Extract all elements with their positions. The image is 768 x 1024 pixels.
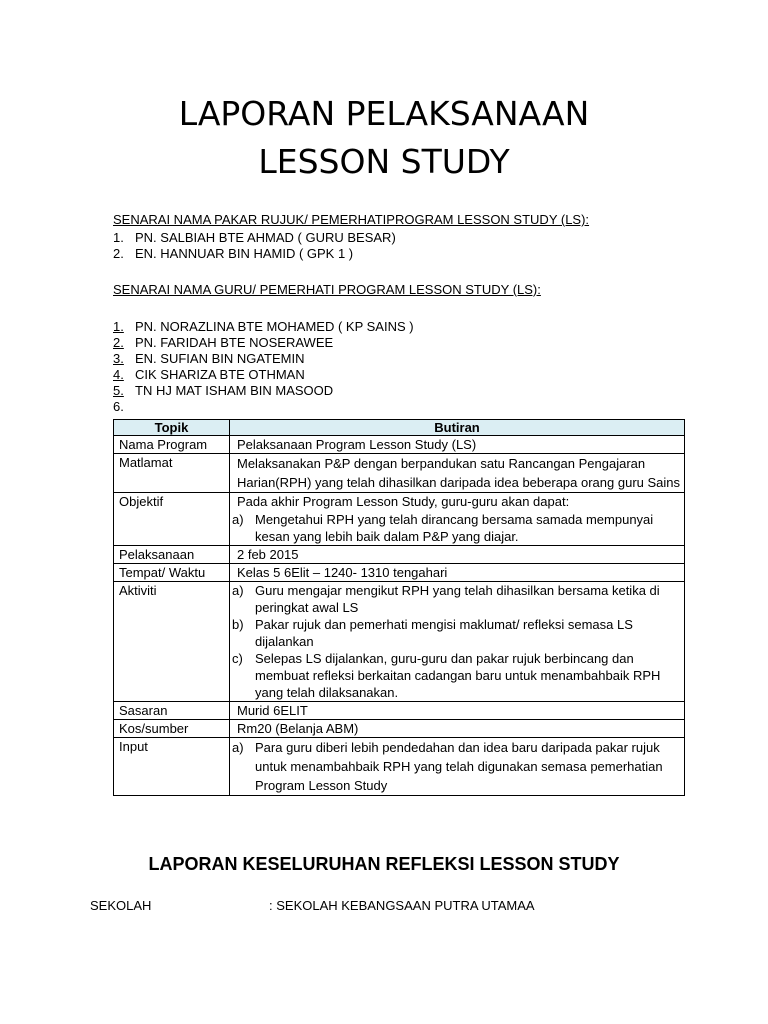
teachers-list-item — [113, 319, 414, 335]
list-number: 2. — [113, 246, 124, 261]
expert-name: PN. SALBIAH BTE AHMAD ( GURU BESAR) — [135, 230, 396, 245]
table-row — [114, 436, 685, 454]
list-marker: a) — [232, 740, 244, 755]
row-value: Murid 6ELIT — [230, 702, 685, 720]
teachers-list-item — [113, 367, 305, 383]
list-number: 1. — [113, 319, 124, 334]
table-header-row — [114, 420, 685, 436]
row-value — [230, 493, 685, 546]
list-number: 3. — [113, 351, 124, 366]
teachers-list-item — [113, 383, 333, 399]
list-item — [232, 582, 684, 616]
list-item — [232, 650, 684, 701]
list-item — [232, 511, 684, 545]
list-number: 5. — [113, 383, 124, 398]
experts-list-item — [113, 230, 396, 246]
list-number: 4. — [113, 367, 124, 382]
table-row — [114, 493, 685, 546]
header-butiran: Butiran — [230, 420, 685, 436]
teacher-name: EN. SUFIAN BIN NGATEMIN — [135, 351, 305, 366]
document-title-line-1: LAPORAN PELAKSANAAN — [178, 94, 590, 133]
table-row — [114, 564, 685, 582]
list-item-text: Guru mengajar mengikut RPH yang telah dihasilkan bersama ketika di peringkat awal LS — [255, 583, 660, 615]
list-number: 1. — [113, 230, 124, 245]
list-number: 2. — [113, 335, 124, 350]
document-title-line-2: LESSON STUDY — [258, 142, 510, 181]
objective-lead: Pada akhir Program Lesson Study, guru-guru akan dapat: — [237, 494, 570, 509]
teacher-name: CIK SHARIZA BTE OTHMAN — [135, 367, 305, 382]
row-value: Kelas 5 6Elit – 1240- 1310 tengahari — [230, 564, 685, 582]
row-label: Input — [114, 738, 230, 796]
list-marker: a) — [232, 512, 244, 527]
reflection-title: LAPORAN KESELURUHAN REFLEKSI LESSON STUDY — [148, 854, 620, 874]
school-value: : SEKOLAH KEBANGSAAN PUTRA UTAMAA — [269, 898, 535, 913]
list-item-text: Selepas LS dijalankan, guru-guru dan pakar rujuk berbincang dan membuat refleksi berkaitan cadangan baru untuk menambahbaik RPH yang telah dilaksanakan. — [255, 651, 661, 700]
row-label: Aktiviti — [114, 582, 230, 702]
header-topik: Topik — [114, 420, 230, 436]
list-marker: b) — [232, 617, 244, 632]
table-row — [114, 702, 685, 720]
row-label: Kos/sumber — [114, 720, 230, 738]
teacher-name: PN. FARIDAH BTE NOSERAWEE — [135, 335, 334, 350]
row-label: Objektif — [114, 493, 230, 546]
teachers-list-item — [113, 399, 135, 415]
table-row — [114, 582, 685, 702]
expert-name: EN. HANNUAR BIN HAMID ( GPK 1 ) — [135, 246, 354, 261]
list-marker: a) — [232, 583, 244, 598]
teachers-list-item — [113, 351, 305, 367]
experts-list-item — [113, 246, 353, 262]
school-label: SEKOLAH — [90, 898, 152, 913]
row-value: 2 feb 2015 — [230, 546, 685, 564]
list-marker: c) — [232, 651, 243, 666]
table-row — [114, 454, 685, 493]
list-item-text: Pakar rujuk dan pemerhati mengisi maklumat/ refleksi semasa LS dijalankan — [255, 617, 633, 649]
teacher-name: PN. NORAZLINA BTE MOHAMED ( KP SAINS ) — [135, 319, 414, 334]
teachers-list-item — [113, 335, 333, 351]
table-row — [114, 738, 685, 796]
row-value — [230, 582, 685, 702]
list-item-text: Mengetahui RPH yang telah dirancang bersama samada mempunyai kesan yang lebih baik dalam P&P yang diajar. — [255, 512, 654, 544]
row-label: Pelaksanaan — [114, 546, 230, 564]
row-value: Melaksanakan P&P dengan berpandukan satu Rancangan Pengajaran Harian(RPH) yang telah dihasilkan daripada idea beberapa orang guru Sains — [230, 454, 685, 493]
table-row — [114, 546, 685, 564]
program-details-table — [113, 419, 685, 796]
teachers-heading: SENARAI NAMA GURU/ PEMERHATI PROGRAM LESSON STUDY (LS): — [113, 282, 541, 297]
list-item-text: Para guru diberi lebih pendedahan dan idea baru daripada pakar rujuk untuk menambahbaik RPH yang telah digunakan semasa pemerhatian Program Lesson Study — [255, 740, 663, 793]
experts-heading: SENARAI NAMA PAKAR RUJUK/ PEMERHATIPROGRAM LESSON STUDY (LS): — [113, 212, 590, 227]
teacher-name: TN HJ MAT ISHAM BIN MASOOD — [135, 383, 334, 398]
list-number: 6. — [113, 399, 124, 414]
list-item — [232, 616, 684, 650]
table-row — [114, 720, 685, 738]
list-item — [232, 738, 684, 795]
row-label: Nama Program — [114, 436, 230, 454]
row-label: Tempat/ Waktu — [114, 564, 230, 582]
row-label: Matlamat — [114, 454, 230, 493]
row-value: Pelaksanaan Program Lesson Study (LS) — [230, 436, 685, 454]
row-value: Rm20 (Belanja ABM) — [230, 720, 685, 738]
row-value — [230, 738, 685, 796]
row-label: Sasaran — [114, 702, 230, 720]
